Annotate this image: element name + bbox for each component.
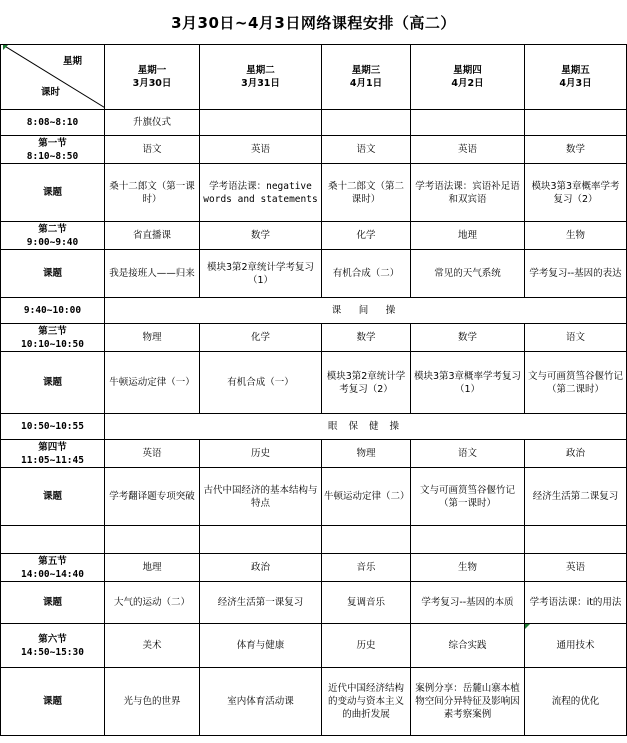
schedule-cell (411, 110, 525, 136)
cell-mark (525, 624, 530, 629)
period-row (1, 440, 627, 468)
period-row (1, 554, 627, 582)
period-row (1, 136, 627, 164)
topic-cell: 我是接班人——归来 (105, 250, 200, 298)
topic-label: 课题 (1, 468, 105, 526)
schedule-cell (200, 110, 322, 136)
period-row (1, 324, 627, 352)
corner-diagonal (3, 45, 105, 109)
subject-cell: 语文 (322, 136, 411, 164)
topic-cell: 大气的运动（二） (105, 582, 200, 624)
time-label: 10:50~10:55 (1, 414, 105, 440)
subject-cell: 通用技术 (525, 624, 627, 668)
topic-row (1, 582, 627, 624)
subject-cell: 物理 (105, 324, 200, 352)
day-header: 星期四 4月2日 (411, 45, 525, 110)
topic-label: 课题 (1, 668, 105, 736)
subject-cell: 历史 (322, 624, 411, 668)
topic-cell: 模块3第3章概率学考复习（2） (525, 164, 627, 222)
topic-cell: 案例分享：岳麓山寨本植物空间分异特征及影响因素考察案例 (411, 668, 525, 736)
subject-cell: 音乐 (322, 554, 411, 582)
topic-label: 课题 (1, 250, 105, 298)
period-row (1, 222, 627, 250)
break-row (1, 298, 627, 324)
topic-cell: 学考翻译题专项突破 (105, 468, 200, 526)
topic-cell: 经济生活第一课复习 (200, 582, 322, 624)
subject-cell: 政治 (200, 554, 322, 582)
subject-cell: 数学 (411, 324, 525, 352)
topic-cell: 桑十二郎文（第一课时） (105, 164, 200, 222)
period-label: 第三节 10:10~10:50 (1, 324, 105, 352)
topic-cell: 有机合成（一） (200, 352, 322, 414)
subject-cell: 物理 (322, 440, 411, 468)
subject-cell: 历史 (200, 440, 322, 468)
topic-label: 课题 (1, 582, 105, 624)
ceremony-row (1, 110, 627, 136)
topic-cell: 桑十二郎文（第二课时） (322, 164, 411, 222)
topic-cell: 学考语法课：negative words and statements (200, 164, 322, 222)
topic-cell: 模块3第2章统计学考复习（2） (322, 352, 411, 414)
empty-cell (105, 526, 200, 554)
subject-cell: 英语 (105, 440, 200, 468)
day-header: 星期一 3月30日 (105, 45, 200, 110)
subject-cell: 语文 (525, 324, 627, 352)
break-row (1, 414, 627, 440)
topic-cell: 模块3第3章概率学考复习（1） (411, 352, 525, 414)
time-label: 9:40~10:00 (1, 298, 105, 324)
topic-row (1, 352, 627, 414)
subject-cell: 地理 (411, 222, 525, 250)
topic-cell: 文与可画筼筜谷偃竹记（第二课时） (525, 352, 627, 414)
subject-cell: 数学 (200, 222, 322, 250)
spacer-row (1, 526, 627, 554)
period-label: 第五节 14:00~14:40 (1, 554, 105, 582)
topic-cell: 近代中国经济结构的变动与资本主义的曲折发展 (322, 668, 411, 736)
subject-cell: 生物 (411, 554, 525, 582)
subject-cell: 语文 (105, 136, 200, 164)
subject-cell: 化学 (322, 222, 411, 250)
empty-cell (525, 526, 627, 554)
period-row (1, 624, 627, 668)
topic-cell: 古代中国经济的基本结构与特点 (200, 468, 322, 526)
empty-cell (411, 526, 525, 554)
empty-cell (322, 526, 411, 554)
day-header: 星期三 4月1日 (322, 45, 411, 110)
subject-cell: 生物 (525, 222, 627, 250)
topic-cell: 学考语法课：宾语补足语和双宾语 (411, 164, 525, 222)
subject-cell: 地理 (105, 554, 200, 582)
corner-cell (1, 45, 105, 110)
topic-cell: 学考复习--基因的本质 (411, 582, 525, 624)
corner-bottom-label: 课时 (41, 87, 61, 98)
empty-cell (200, 526, 322, 554)
schedule-cell (322, 110, 411, 136)
topic-cell: 有机合成（二） (322, 250, 411, 298)
subject-cell: 英语 (200, 136, 322, 164)
subject-cell: 综合实践 (411, 624, 525, 668)
subject-cell: 化学 (200, 324, 322, 352)
corner-mark (3, 45, 8, 50)
subject-cell: 数学 (525, 136, 627, 164)
subject-cell: 语文 (411, 440, 525, 468)
subject-cell: 政治 (525, 440, 627, 468)
topic-row (1, 668, 627, 736)
topic-cell: 文与可画筼筜谷偃竹记（第一课时） (411, 468, 525, 526)
topic-cell: 牛顿运动定律（一） (105, 352, 200, 414)
topic-cell: 复调音乐 (322, 582, 411, 624)
day-header: 星期五 4月3日 (525, 45, 627, 110)
day-header: 星期二 3月31日 (200, 45, 322, 110)
time-label: 8:08~8:10 (1, 110, 105, 136)
period-label: 第一节 8:10~8:50 (1, 136, 105, 164)
topic-cell: 经济生活第二课复习 (525, 468, 627, 526)
schedule-cell: 升旗仪式 (105, 110, 200, 136)
subject-cell: 英语 (411, 136, 525, 164)
topic-cell: 牛顿运动定律（二） (322, 468, 411, 526)
topic-row (1, 164, 627, 222)
topic-cell: 学考复习--基因的表达 (525, 250, 627, 298)
schedule-cell (525, 110, 627, 136)
header-row (1, 45, 627, 110)
topic-cell: 室内体育活动课 (200, 668, 322, 736)
topic-row (1, 468, 627, 526)
corner-top-label: 星期 (62, 56, 82, 67)
subject-cell: 数学 (322, 324, 411, 352)
page-title: 3月30日~4月3日网络课程安排（高二） (171, 13, 456, 32)
topic-cell: 学考语法课：it的用法 (525, 582, 627, 624)
topic-label: 课题 (1, 352, 105, 414)
topic-row (1, 250, 627, 298)
topic-cell: 光与色的世界 (105, 668, 200, 736)
period-label: 第六节 14:50~15:30 (1, 624, 105, 668)
period-label: 第二节 9:00~9:40 (1, 222, 105, 250)
topic-cell: 模块3第2章统计学考复习（1） (200, 250, 322, 298)
empty-cell (1, 526, 105, 554)
topic-cell: 流程的优化 (525, 668, 627, 736)
topic-label: 课题 (1, 164, 105, 222)
topic-cell: 常见的天气系统 (411, 250, 525, 298)
break-cell: 课 间 操 (105, 298, 627, 324)
subject-cell: 美术 (105, 624, 200, 668)
period-label: 第四节 11:05~11:45 (1, 440, 105, 468)
subject-cell: 体育与健康 (200, 624, 322, 668)
schedule-table (0, 44, 627, 736)
subject-cell: 省直播课 (105, 222, 200, 250)
break-cell: 眼 保 健 操 (105, 414, 627, 440)
subject-cell: 英语 (525, 554, 627, 582)
